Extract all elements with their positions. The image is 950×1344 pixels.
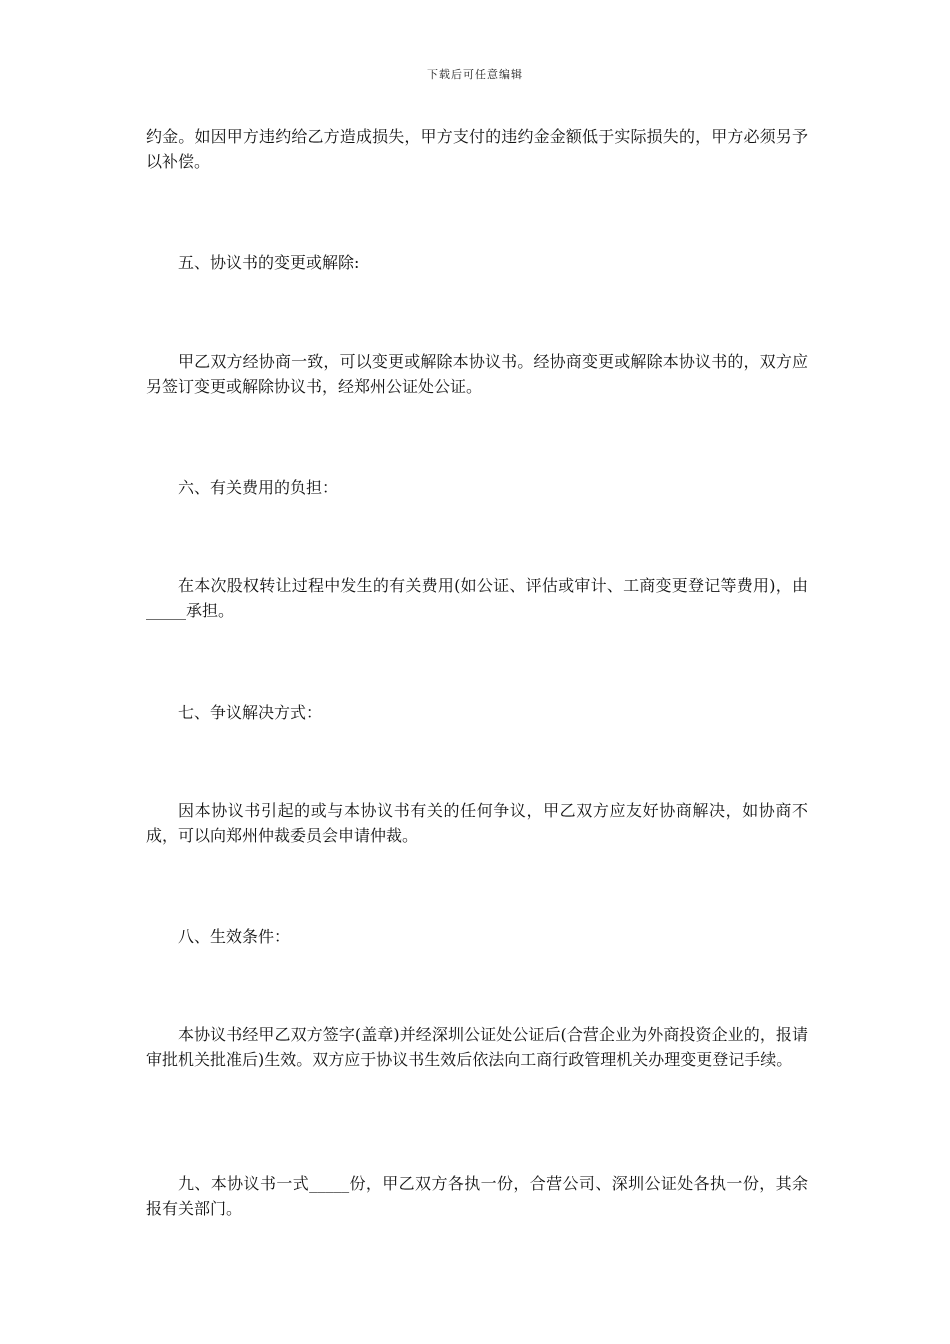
paragraph-section-9: 九、本协议书一式_____份，甲乙双方各执一份，合营公司、深圳公证处各执一份，其余报有关部门。 xyxy=(146,1174,808,1218)
paragraph-section-6: 在本次股权转让过程中发生的有关费用(如公证、评估或审计、工商变更登记等费用)，由_____承担。 xyxy=(146,576,808,620)
section-heading-8: 八、生效条件： xyxy=(178,927,291,946)
paragraph-section-8: 本协议书经甲乙双方签字(盖章)并经深圳公证处公证后(合营企业为外商投资企业的，报请审批机关批准后)生效。双方应于协议书生效后依法向工商行政管理机关办理变更登记手续。 xyxy=(146,1025,808,1069)
paragraph-section-7: 因本协议书引起的或与本协议书有关的任何争议，甲乙双方应友好协商解决，如协商不成，可以向郑州仲裁委员会申请仲裁。 xyxy=(146,801,808,845)
section-heading-5: 五、协议书的变更或解除: xyxy=(178,253,360,272)
section-heading-7: 七、争议解决方式： xyxy=(178,703,323,722)
header-note: 下载后可任意编辑 xyxy=(427,68,523,81)
paragraph-penalty-continuation: 约金。如因甲方违约给乙方造成损失，甲方支付的违约金金额低于实际损失的，甲方必须另予以补偿。 xyxy=(146,127,808,171)
paragraph-section-5: 甲乙双方经协商一致，可以变更或解除本协议书。经协商变更或解除本协议书的，双方应另签订变更或解除协议书，经郑州公证处公证。 xyxy=(146,352,808,396)
section-heading-6: 六、有关费用的负担： xyxy=(178,478,339,497)
